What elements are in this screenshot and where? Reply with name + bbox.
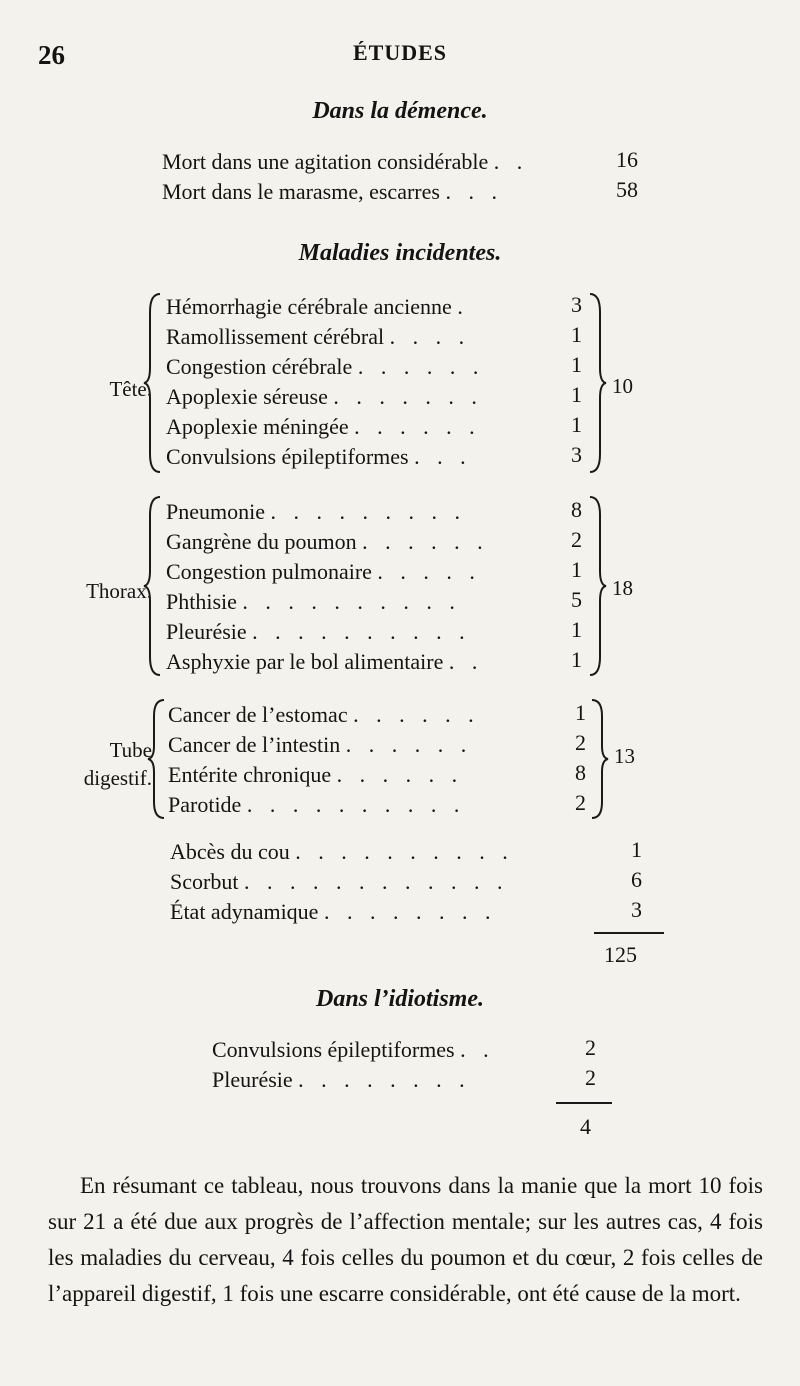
right-brace xyxy=(588,698,610,820)
row-value: 16 xyxy=(616,147,638,172)
grand-total: 125 xyxy=(604,942,637,967)
group-label-thorax: Thorax. xyxy=(86,579,152,603)
table-row: Parotide . . . . . . . . . . xyxy=(168,792,466,817)
idiocy-total: 4 xyxy=(580,1114,591,1139)
table-row: Cancer de l’intestin . . . . . . xyxy=(168,732,473,757)
table-row: Convulsions épileptiformes . . . xyxy=(166,444,472,469)
table-row: Cancer de l’estomac . . . . . . xyxy=(168,702,480,727)
row-value: 1 xyxy=(571,617,582,642)
group-label-digestive: Tube digestif. xyxy=(83,738,152,790)
table-row: Hémorrhagie cérébrale ancienne . xyxy=(166,294,469,319)
row-value: 3 xyxy=(631,897,642,922)
row-value: 1 xyxy=(631,837,642,862)
row-value: 1 xyxy=(571,412,582,437)
row-value: 3 xyxy=(571,442,582,467)
table-row: Congestion cérébrale . . . . . . xyxy=(166,354,485,379)
row-value: 8 xyxy=(575,760,586,785)
section-title-dementia: Dans la démence. xyxy=(312,98,488,124)
right-brace xyxy=(586,495,608,677)
row-value: 2 xyxy=(585,1065,596,1090)
group-label-head: Tête. xyxy=(109,377,152,401)
table-row: Mort dans une agitation considérable . . xyxy=(162,149,529,174)
row-value: 6 xyxy=(631,867,642,892)
row-value: 8 xyxy=(571,497,582,522)
row-value: 1 xyxy=(571,382,582,407)
row-value: 2 xyxy=(575,730,586,755)
table-row: Ramollissement cérébral . . . . xyxy=(166,324,471,349)
table-row: Abcès du cou . . . . . . . . . . xyxy=(170,839,514,864)
table-row: Apoplexie séreuse . . . . . . . xyxy=(166,384,483,409)
row-value: 2 xyxy=(571,527,582,552)
group-total: 10 xyxy=(612,374,633,398)
sum-rule xyxy=(594,932,664,934)
section-title-idiocy: Dans l’idiotisme. xyxy=(315,986,484,1012)
table-row: Mort dans le marasme, escarres . . . xyxy=(162,179,503,204)
page-number: 26 xyxy=(38,40,65,70)
row-value: 2 xyxy=(575,790,586,815)
row-value: 1 xyxy=(571,322,582,347)
left-brace xyxy=(146,698,168,820)
section-title-incidental: Maladies incidentes. xyxy=(298,240,502,266)
table-row: Pleurésie . . . . . . . . . . xyxy=(166,619,471,644)
table-row: Phthisie . . . . . . . . . . xyxy=(166,589,461,614)
row-value: 3 xyxy=(571,292,582,317)
running-title: ÉTUDES xyxy=(352,40,448,65)
table-row: Congestion pulmonaire . . . . . xyxy=(166,559,481,584)
table-row: Asphyxie par le bol alimentaire . . xyxy=(166,649,484,674)
row-value: 58 xyxy=(616,177,638,202)
group-total: 18 xyxy=(612,576,633,600)
table-row: Apoplexie méningée . . . . . . xyxy=(166,414,481,439)
right-brace xyxy=(586,292,608,474)
table-row: État adynamique . . . . . . . . xyxy=(170,899,497,924)
row-value: 1 xyxy=(571,647,582,672)
table-row: Scorbut . . . . . . . . . . . . xyxy=(170,869,509,894)
table-row: Pleurésie . . . . . . . . xyxy=(212,1067,471,1092)
table-row: Gangrène du poumon . . . . . . xyxy=(166,529,489,554)
left-brace xyxy=(142,495,164,677)
left-brace xyxy=(142,292,164,474)
row-value: 1 xyxy=(571,352,582,377)
table-row: Pneumonie . . . . . . . . . xyxy=(166,499,466,524)
summary-paragraph: En résumant ce tableau, nous trouvons dans la manie que la mort 10 fois sur 21 a été due aux progrès de l’affection mentale; sur les autres cas, 4 fois les maladies du cerveau, 4 fois celles du poumon et du cœur, 2 fois celles de l’appareil digestif, 1 fois une escarre considérable, ont été cause de la mort. xyxy=(48,1173,763,1306)
row-value: 1 xyxy=(571,557,582,582)
row-value: 1 xyxy=(575,700,586,725)
table-row: Entérite chronique . . . . . . xyxy=(168,762,464,787)
row-value: 2 xyxy=(585,1035,596,1060)
sum-rule xyxy=(556,1102,612,1104)
group-total: 13 xyxy=(614,744,635,768)
row-value: 5 xyxy=(571,587,582,612)
table-row: Convulsions épileptiformes . . xyxy=(212,1037,495,1062)
